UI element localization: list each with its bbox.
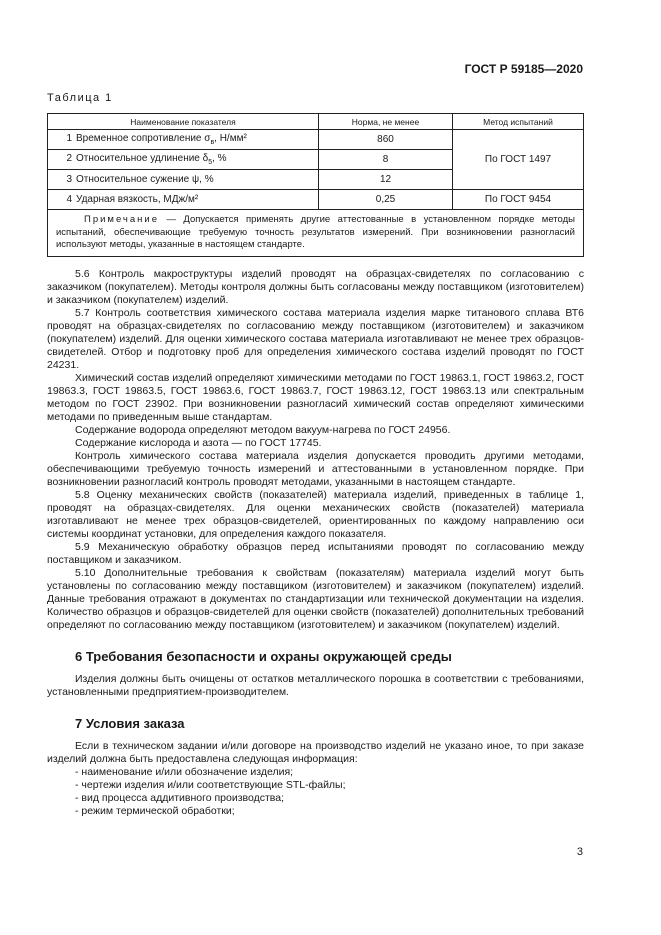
paragraph: 5.9 Механическую обработку образцов перед испытаниями проводят по согласованию между поставщиком и заказчиком. bbox=[47, 541, 584, 566]
list-item: - чертежи изделия и/или соответствующие STL-файлы; bbox=[75, 779, 346, 791]
paragraph: 5.6 Контроль макроструктуры изделий проводят на образцах-свидетелях по согласованию с заказчиком (покупателем). Методы контроля должны быть согласованы между поставщиком (изготовителем) и заказчиком (покупателем) изделий. bbox=[47, 268, 584, 306]
page-number: 3 bbox=[576, 846, 583, 858]
paragraph: Содержание кислорода и азота — по ГОСТ 17745. bbox=[75, 437, 322, 449]
paragraph: 5.8 Оценку механических свойств (показателей) материала изделий, приведенных в таблице 1, проводят на образцах-свидетелях. Для оценки механических свойств (показателей) материала изготавливают не менее трех образцов-свидетелей, ориентированных по каждому направлению оси системы координат установки, для определения каждого показателя. bbox=[47, 489, 584, 540]
document-code: ГОСТ Р 59185—2020 bbox=[464, 62, 583, 76]
note-label: Примечание bbox=[84, 214, 159, 225]
table-row bbox=[48, 190, 584, 210]
table-caption: Таблица 1 bbox=[47, 92, 113, 104]
paragraph: Если в техническом задании и/или договоре на производство изделий не указано иное, то при заказе изделий должна быть предоставлена следующая информация: bbox=[47, 740, 584, 765]
table-row bbox=[48, 130, 584, 150]
row-subscript: в bbox=[210, 139, 215, 146]
paragraph: 5.7 Контроль соответствия химического состава материала изделия марке титанового сплава ВТ6 проводят на образцах-свидетелях по согласованию между поставщиком (изготовителем) и заказчиком (покупателем) изделий. Для оценки химического состава материала изготавливают не менее трех образцов-свидетелей. Отбор и подготовку проб для определения химического состава изделий проводят по ГОСТ 24231. bbox=[47, 307, 584, 371]
paragraph: Изделия должны быть очищены от остатков металлического порошка в соответствии с требованиями, установленными предприятием-производителем. bbox=[47, 673, 584, 698]
table-header-row bbox=[48, 114, 584, 130]
row-value: 860 bbox=[319, 130, 453, 150]
row-subscript: 5 bbox=[208, 159, 213, 166]
paragraph: Контроль химического состава материала изделия допускается проводить другими методами, обеспечивающими требуемую точность измерений и аттестованными в установленном порядке. При возникновении разногласий контроль проводят методами, указанными в настоящем стандарте. bbox=[47, 450, 584, 488]
row-name: Относительное сужение ψ, % bbox=[76, 174, 214, 185]
row-number: 1 bbox=[66, 133, 72, 144]
note-text: — Допускается применять другие аттестованные в установленном порядке методы испытаний, обеспечивающие требуемую точность результатов измерений. При возникновении разногласий используют методы, указанные в настоящем стандарте. bbox=[56, 214, 575, 250]
row-unit: , % bbox=[212, 153, 227, 164]
paragraph: Химический состав изделий определяют химическими методами по ГОСТ 19863.1, ГОСТ 19863.2, ГОСТ 19863.3, ГОСТ 19863.5, ГОСТ 19863.6, ГОСТ 19863.7, ГОСТ 19863.12, ГОСТ 19863.13 или спектральным методом по ГОСТ 23902. При возникновении разногласий химический состав определяют химическими методами по приведенным выше стандартам. bbox=[47, 372, 584, 423]
row-value: 8 bbox=[319, 150, 453, 170]
row-number: 3 bbox=[66, 174, 72, 185]
row-name: Относительное удлинение δ bbox=[76, 153, 209, 164]
column-header-norm: Норма, не менее bbox=[319, 114, 453, 130]
row-number: 4 bbox=[66, 194, 72, 205]
properties-table bbox=[47, 113, 584, 257]
method-cell: По ГОСТ 9454 bbox=[453, 190, 584, 210]
list-item: - режим термической обработки; bbox=[75, 805, 235, 817]
row-value: 12 bbox=[319, 170, 453, 190]
method-cell: По ГОСТ 1497 bbox=[453, 130, 584, 190]
row-value: 0,25 bbox=[319, 190, 453, 210]
row-name: Ударная вязкость, МДж/м² bbox=[76, 194, 199, 205]
section-heading: 7 Условия заказа bbox=[75, 716, 185, 731]
section-heading: 6 Требования безопасности и охраны окружающей среды bbox=[75, 649, 452, 664]
list-item: - вид процесса аддитивного производства; bbox=[75, 792, 284, 804]
list-item: - наименование и/или обозначение изделия; bbox=[75, 766, 294, 778]
row-name: Временное сопротивление σ bbox=[76, 133, 211, 144]
paragraph: 5.10 Дополнительные требования к свойствам (показателям) материала изделий могут быть установлены по согласованию между поставщиком (изготовителем) и заказчиком (покупателем) изделий. Данные требования отражают в документах по стандартизации или технической документации на изделия. Количество образцов и образцов-свидетелей для оценки свойств (показателей) дополнительных требований определяют по согласованию между поставщиком (изготовителем) и заказчиком (покупателем) изделий. bbox=[47, 567, 584, 631]
row-number: 2 bbox=[66, 153, 72, 164]
column-header-name: Наименование показателя bbox=[48, 114, 319, 130]
table-note-row bbox=[48, 210, 584, 257]
column-header-method: Метод испытаний bbox=[453, 114, 584, 130]
order-info-list bbox=[47, 766, 584, 818]
paragraph: Содержание водорода определяют методом вакуум-нагрева по ГОСТ 24956. bbox=[75, 424, 451, 436]
document-body bbox=[47, 268, 584, 818]
row-unit: , Н/мм² bbox=[214, 133, 247, 144]
